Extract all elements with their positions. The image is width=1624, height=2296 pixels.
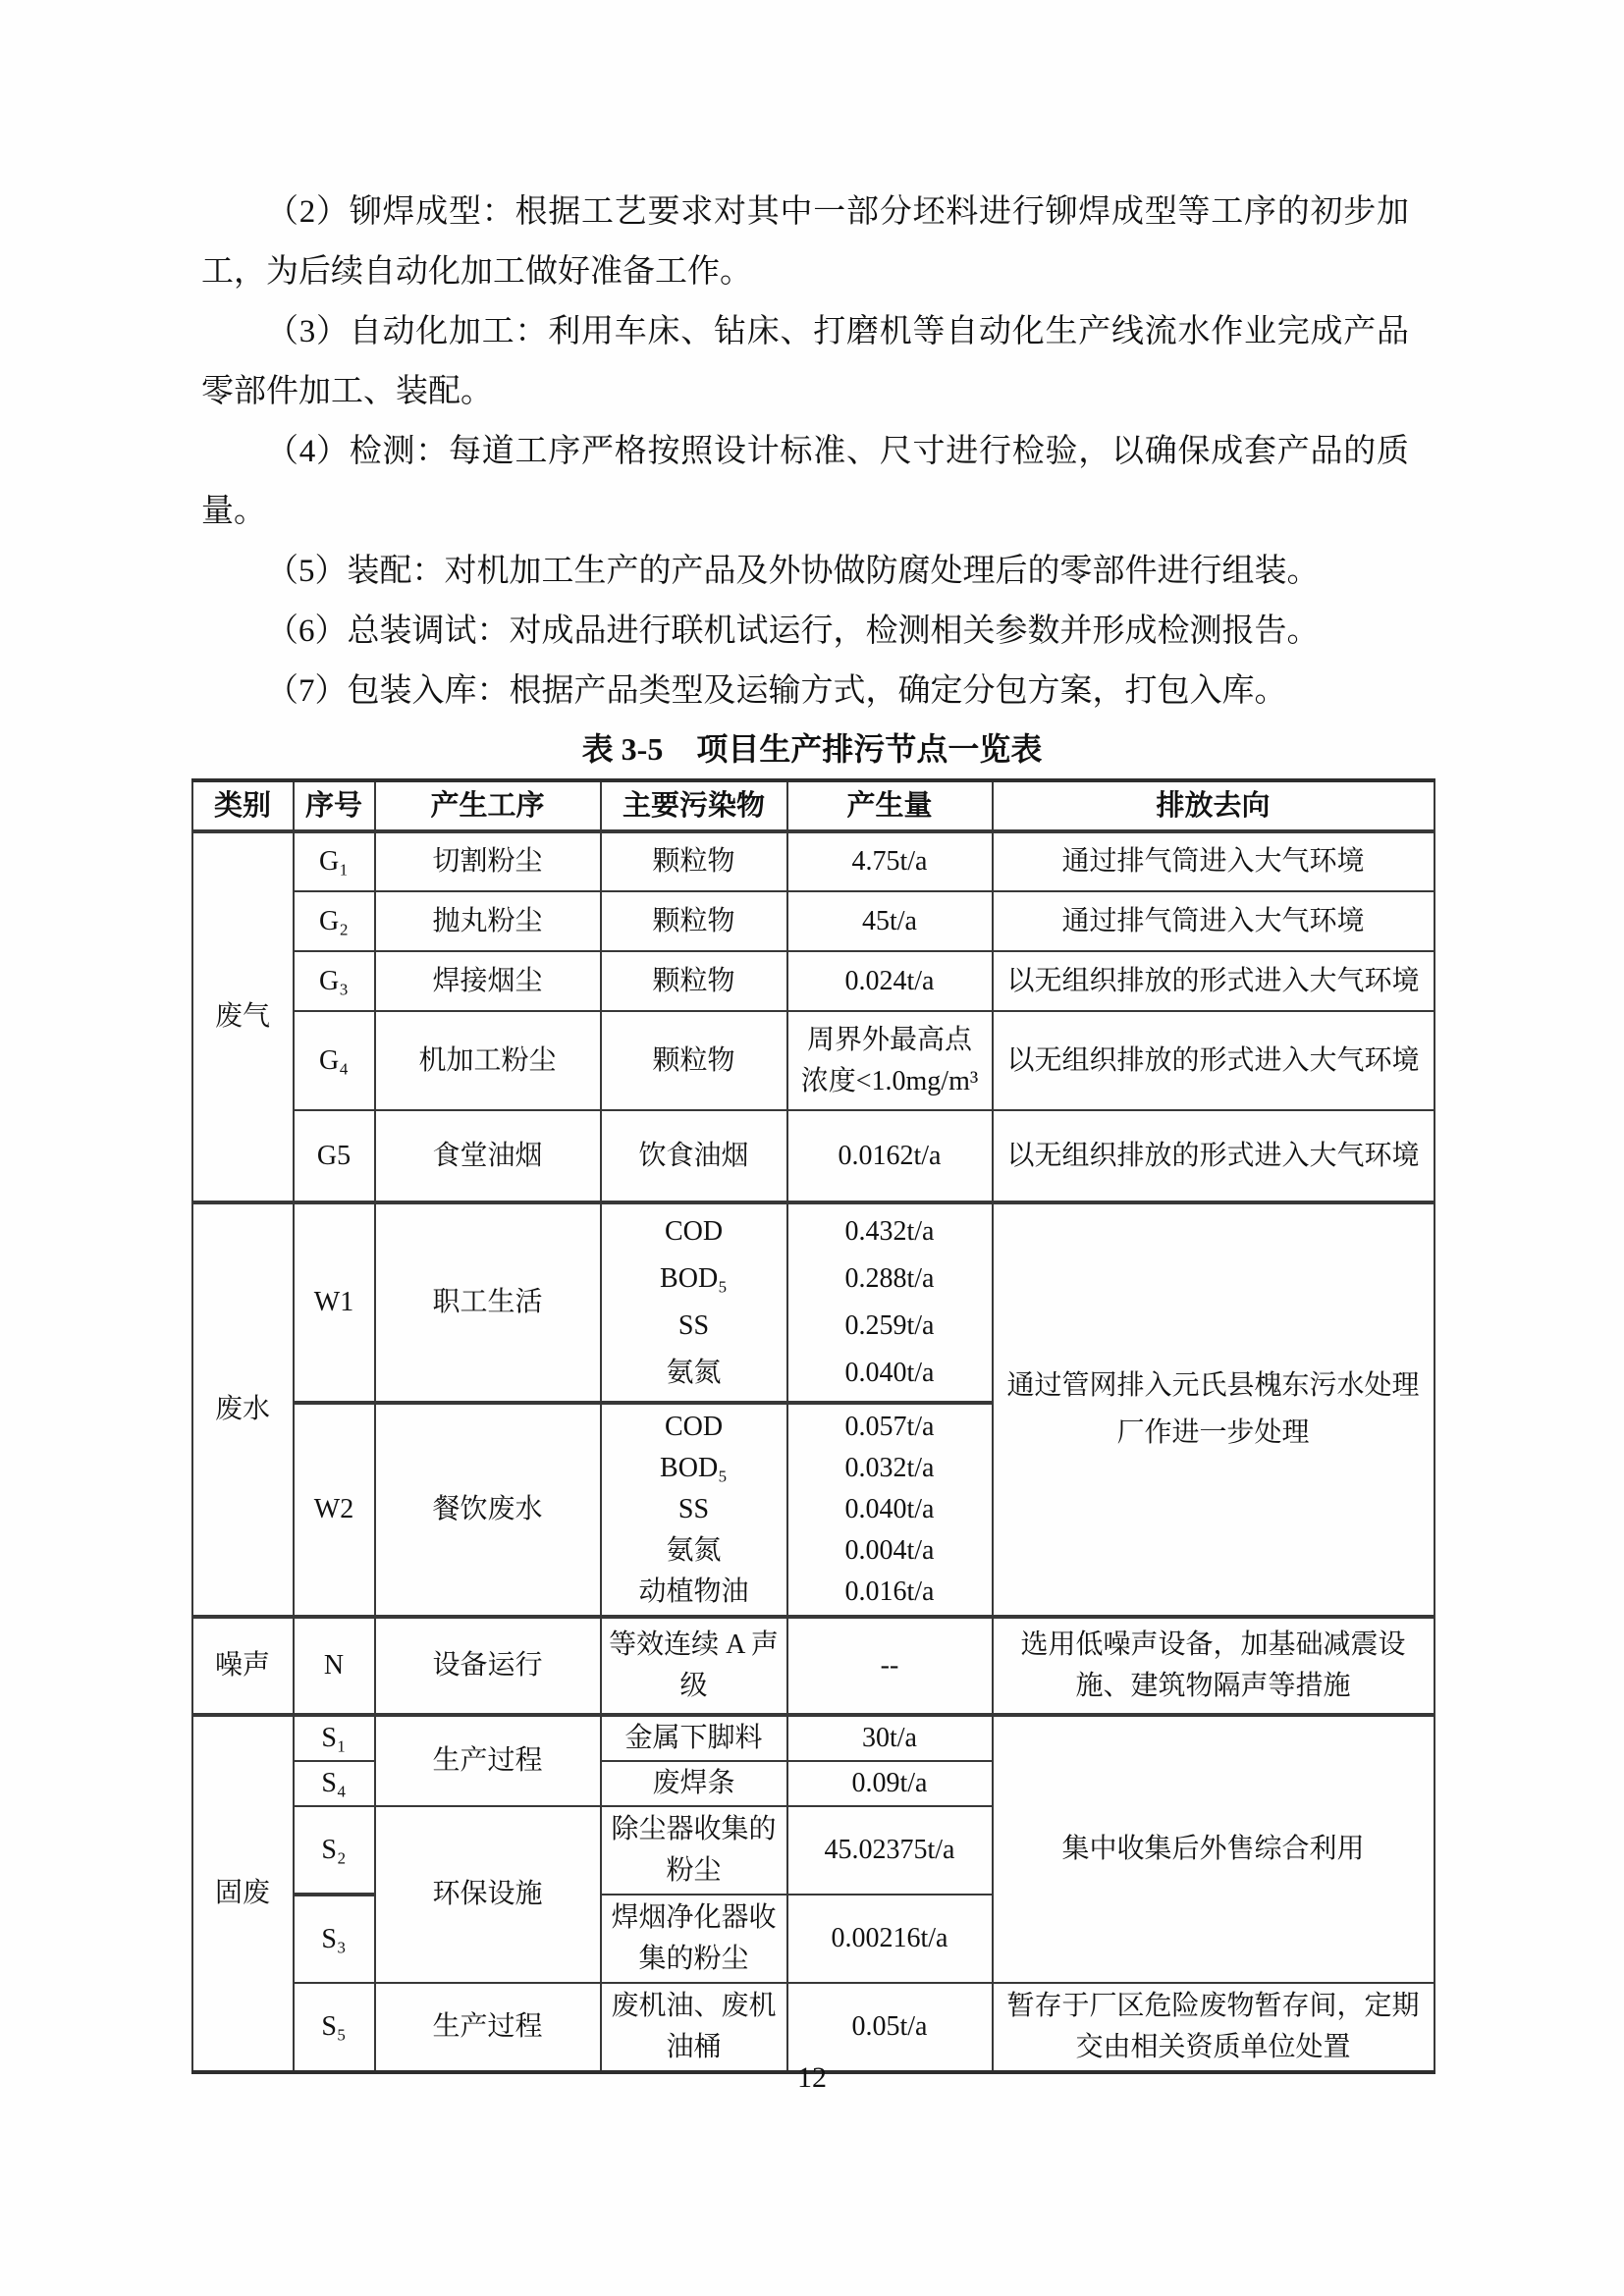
cell-process: 抛丸粉尘	[375, 891, 601, 951]
cell-process: 食堂油烟	[375, 1110, 601, 1202]
cell-destination: 通过管网排入元氏县槐东污水处理厂作进一步处理	[993, 1202, 1435, 1617]
pollution-node-table	[191, 778, 1435, 2074]
cell-id: S₂	[294, 1806, 375, 1895]
row-g5	[192, 1110, 1435, 1202]
cell-process-production: 生产过程	[375, 1715, 601, 1806]
cell-amount: 周界外最高点 浓度<1.0mg/m³	[787, 1011, 993, 1110]
row-noise	[192, 1617, 1435, 1715]
cell-amount: 0.024t/a	[787, 951, 993, 1011]
cell-destination: 暂存于厂区危险废物暂存间，定期交由相关资质单位处置	[993, 1983, 1435, 2072]
page-number: 12	[797, 2061, 827, 2094]
cell-category-solid-waste: 固废	[192, 1715, 294, 2072]
paragraph-step-4: （4）检测：每道工序严格按照设计标准、尺寸进行检验，以确保成套产品的质量。	[201, 434, 1409, 529]
table-number: 表 3-5	[581, 731, 664, 767]
cell-process: 机加工粉尘	[375, 1011, 601, 1110]
col-header-id: 序号	[294, 780, 375, 831]
cell-amount: 0.00216t/a	[787, 1895, 993, 1983]
row-s1	[192, 1715, 1435, 1761]
cell-id: W1	[294, 1202, 375, 1403]
cell-id: G5	[294, 1110, 375, 1202]
cell-amount: 45t/a	[787, 891, 993, 951]
row-g3	[192, 951, 1435, 1011]
paragraph-step-3: （3）自动化加工：利用车床、钻床、打磨机等自动化生产线流水作业完成产品零部件加工、装配。	[201, 314, 1409, 409]
cell-id: S₅	[294, 1983, 375, 2072]
cell-process: 餐饮废水	[375, 1403, 601, 1617]
cell-destination: 以无组织排放的形式进入大气环境	[993, 951, 1435, 1011]
cell-pollutant: 金属下脚料	[601, 1715, 787, 1761]
cell-pollutant: 废机油、废机油桶	[601, 1983, 787, 2072]
paragraph-step-7: （7）包装入库：根据产品类型及运输方式，确定分包方案，打包入库。	[266, 673, 1287, 709]
cell-pollutant: 颗粒物	[601, 891, 787, 951]
row-w1	[192, 1202, 1435, 1403]
cell-id: S₃	[294, 1895, 375, 1983]
cell-amount: 0.432t/a 0.288t/a 0.259t/a 0.040t/a	[787, 1202, 993, 1403]
paragraph-step-6: （6）总装调试：对成品进行联机试运行，检测相关参数并形成检测报告。	[266, 614, 1320, 649]
cell-id: G₂	[294, 891, 375, 951]
cell-amount: 0.09t/a	[787, 1761, 993, 1806]
cell-destination: 以无组织排放的形式进入大气环境	[993, 1011, 1435, 1110]
cell-id: S₁	[294, 1715, 375, 1761]
cell-amount: 45.02375t/a	[787, 1806, 993, 1895]
table-block	[191, 725, 1434, 2074]
cell-pollutant: 饮食油烟	[601, 1110, 787, 1202]
paragraph-step-2: （2）铆焊成型：根据工艺要求对其中一部分坯料进行铆焊成型等工序的初步加工，为后续自动化加工做好准备工作。	[201, 194, 1409, 290]
col-header-pollutant: 主要污染物	[601, 780, 787, 831]
cell-destination: 选用低噪声设备，加基础减震设施、建筑物隔声等措施	[993, 1617, 1435, 1715]
col-header-category: 类别	[192, 780, 294, 831]
cell-pollutant: COD BOD₅ SS 氨氮	[601, 1202, 787, 1403]
header-row	[192, 780, 1435, 831]
cell-amount: 30t/a	[787, 1715, 993, 1761]
cell-process: 切割粉尘	[375, 831, 601, 891]
cell-process-production-2: 生产过程	[375, 1983, 601, 2072]
cell-amount: 0.057t/a 0.032t/a 0.040t/a 0.004t/a 0.016t/a	[787, 1403, 993, 1617]
cell-category-waste-water: 废水	[192, 1202, 294, 1617]
cell-pollutant: COD BOD₅ SS 氨氮 动植物油	[601, 1403, 787, 1617]
cell-pollutant: 焊烟净化器收集的粉尘	[601, 1895, 787, 1983]
cell-id: G₃	[294, 951, 375, 1011]
cell-pollutant: 颗粒物	[601, 951, 787, 1011]
paragraph-step-5: （5）装配：对机加工生产的产品及外协做防腐处理后的零部件进行组装。	[266, 554, 1320, 589]
row-g1	[192, 831, 1435, 891]
table-caption: 项目生产排污节点一览表	[696, 731, 1043, 767]
col-header-process: 产生工序	[375, 780, 601, 831]
cell-amount: 0.0162t/a	[787, 1110, 993, 1202]
col-header-destination: 排放去向	[993, 780, 1435, 831]
cell-pollutant: 除尘器收集的粉尘	[601, 1806, 787, 1895]
body-text	[201, 0, 1409, 721]
cell-destination: 通过排气筒进入大气环境	[993, 891, 1435, 951]
cell-destination: 以无组织排放的形式进入大气环境	[993, 1110, 1435, 1202]
cell-pollutant: 等效连续 A 声级	[601, 1617, 787, 1715]
row-g4	[192, 1011, 1435, 1110]
cell-pollutant: 颗粒物	[601, 831, 787, 891]
cell-category-waste-gas: 废气	[192, 831, 294, 1202]
cell-destination: 通过排气筒进入大气环境	[993, 831, 1435, 891]
cell-id: S₄	[294, 1761, 375, 1806]
table-title	[191, 725, 1434, 773]
cell-process: 焊接烟尘	[375, 951, 601, 1011]
cell-amount: --	[787, 1617, 993, 1715]
cell-category-noise: 噪声	[192, 1617, 294, 1715]
cell-pollutant: 颗粒物	[601, 1011, 787, 1110]
cell-pollutant: 废焊条	[601, 1761, 787, 1806]
col-header-amount: 产生量	[787, 780, 993, 831]
cell-process: 设备运行	[375, 1617, 601, 1715]
cell-id: N	[294, 1617, 375, 1715]
cell-id: G₄	[294, 1011, 375, 1110]
cell-destination-main: 集中收集后外售综合利用	[993, 1715, 1435, 1983]
cell-amount: 0.05t/a	[787, 1983, 993, 2072]
row-g2	[192, 891, 1435, 951]
row-s5	[192, 1983, 1435, 2072]
cell-process: 职工生活	[375, 1202, 601, 1403]
cell-amount: 4.75t/a	[787, 831, 993, 891]
cell-process-environmental: 环保设施	[375, 1806, 601, 1983]
cell-id: G₁	[294, 831, 375, 891]
cell-id: W2	[294, 1403, 375, 1617]
